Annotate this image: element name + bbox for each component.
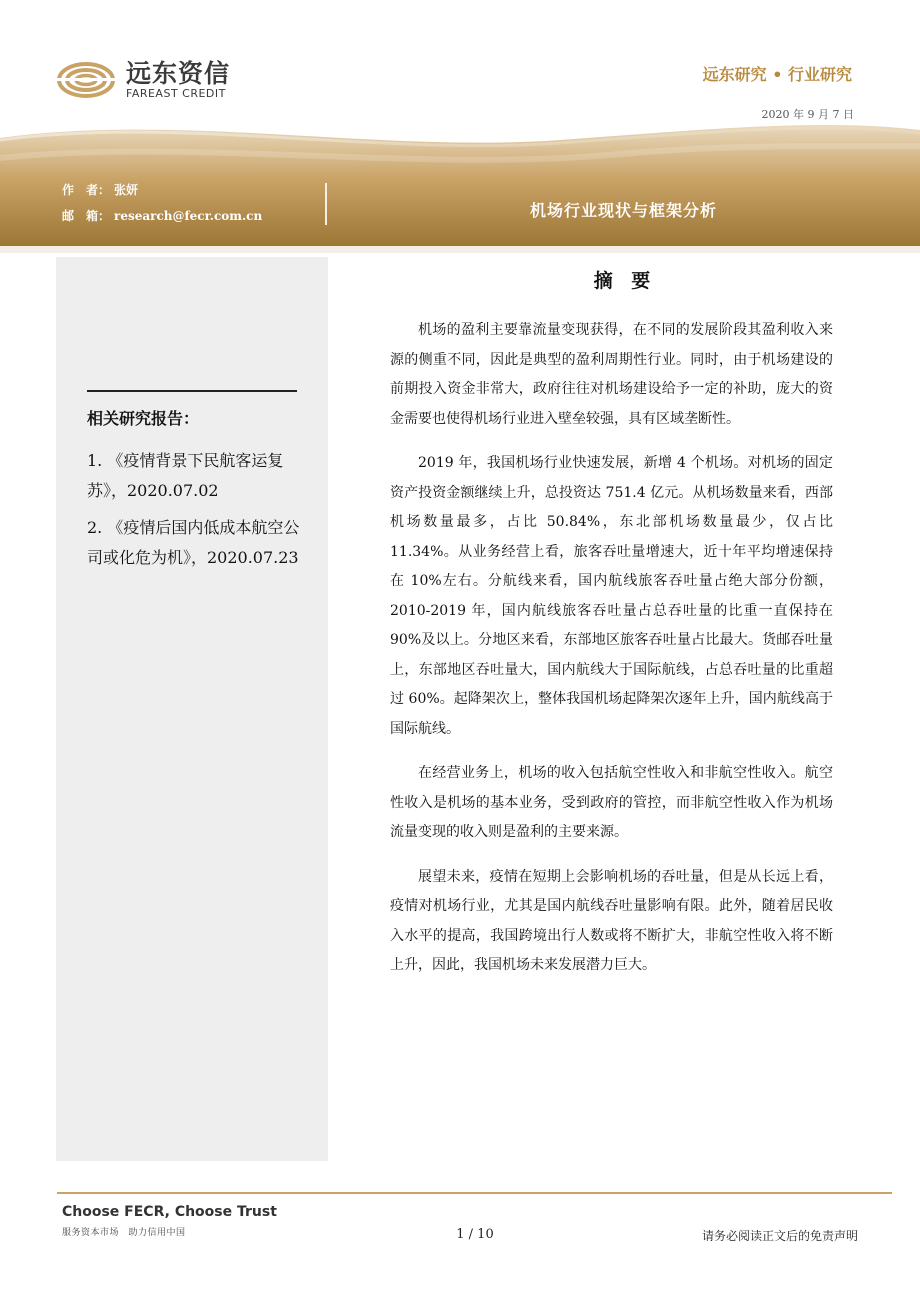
logo-english-name: FAREAST CREDIT xyxy=(126,87,226,100)
author-line xyxy=(62,181,138,198)
related-reports-heading: 相关研究报告： xyxy=(87,409,200,428)
footer-disclaimer: 请务必阅读正文后的免责声明 xyxy=(701,1229,858,1243)
related-report-2[interactable]: 2. 《疫情后国内低成本航空公司或化危为机》，2020.07.23 xyxy=(87,518,300,567)
email-line xyxy=(62,207,262,224)
summary-paragraph-1: 机场的盈利主要靠流量变现获得，在不同的发展阶段其盈利收入来源的侧重不同，因此是典型的盈利周期性行业。同时，由于机场建设的前期投入资金非常大，政府往往对机场建设给予一定的补助，庞大的资金需要也使得机场行业进入壁垒较强，具有区域垄断性。 xyxy=(390,322,833,427)
fareast-credit-logo-icon xyxy=(56,50,120,110)
summary-paragraph-2: 2019 年，我国机场行业快速发展，新增 4 个机场。对机场的固定资产投资金额继续上升，总投资达 751.4 亿元。从机场数量来看，西部机场数量最多，占比 50.84%，东北部机场数量最少，仅占比 11.34%。从业务经营上看，旅客吞吐量增速大，近十年平均增速保持在 10%左右。分航线来看，国内航线旅客吞吐量占绝大部分份额，2010-2019 年，国内航线旅客吞吐量占总吞吐量的比重一直保持在 90%及以上。分地区来看，东部地区旅客吞吐量占比最大。货邮吞吐量上，东部地区吞吐量大，国内航线大于国际航线，占总吞吐量的比重超过 60%。起降架次上，整体我国机场起降架次逐年上升，国内航线高于国际航线。 xyxy=(390,455,833,737)
report-date: 2020 年 9 月 7 日 xyxy=(761,108,854,121)
footer-slogan: Choose FECR, Choose Trust xyxy=(62,1204,277,1220)
summary-paragraph-4: 展望未来，疫情在短期上会影响机场的吞吐量，但是从长远上看，疫情对机场行业，尤其是国内航线吞吐量影响有限。此外，随着居民收入水平的提高，我国跨境出行人数或将不断扩大，非航空性收入将不断上升，因此，我国机场未来发展潜力巨大。 xyxy=(390,868,833,973)
footer-rule xyxy=(57,1192,892,1194)
summary-paragraph-3: 在经营业务上，机场的收入包括航空性收入和非航空性收入。航空性收入是机场的基本业务，受到政府的管控，而非航空性收入作为机场流量变现的收入则是盈利的主要来源。 xyxy=(390,765,833,840)
footer-slogan-cn: 服务资本市场 助力信用中国 xyxy=(62,1228,186,1238)
report-title: 机场行业现状与框架分析 xyxy=(529,201,717,220)
page-number: 1 / 10 xyxy=(456,1227,494,1242)
sidebar-rule xyxy=(87,390,297,392)
brand-tag: 远东研究 • 行业研究 xyxy=(702,65,852,84)
related-report-1[interactable]: 1. 《疫情背景下民航客运复苏》，2020.07.02 xyxy=(87,451,284,500)
author-name: 张妍 xyxy=(114,183,139,197)
email-address[interactable]: research@fecr.com.cn xyxy=(114,209,263,223)
email-label: 邮 箱： xyxy=(62,209,111,223)
sidebar xyxy=(56,257,328,1161)
summary-body xyxy=(390,316,833,996)
summary-title: 摘 要 xyxy=(593,270,657,292)
author-label: 作 者： xyxy=(62,183,111,197)
company-logo xyxy=(56,50,296,110)
logo-chinese-name: 远东资信 xyxy=(126,59,231,88)
